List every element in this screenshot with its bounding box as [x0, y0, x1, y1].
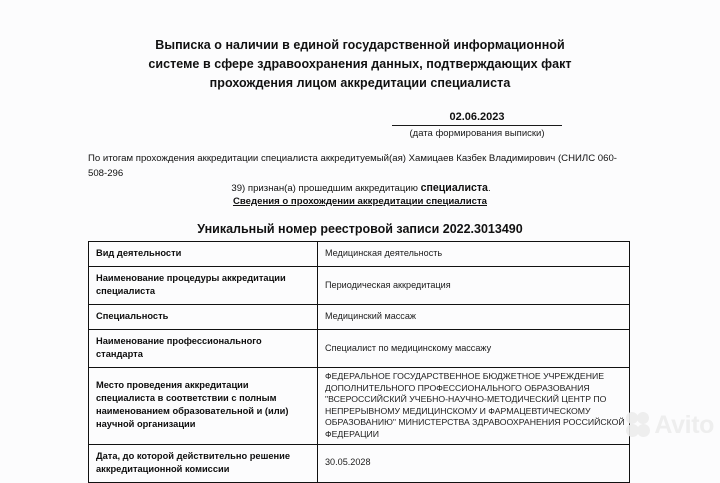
page-title-line-3: прохождения лицом аккредитации специалиста: [209, 76, 511, 90]
formation-date-block: [392, 110, 562, 140]
row-value-organization: [318, 368, 630, 445]
organization-line-6: ФЕДЕРАЦИИ: [325, 428, 379, 439]
row-label-specialty: Специальность: [89, 305, 318, 330]
table-row: [89, 368, 630, 445]
organization-line-2: ДОПОЛНИТЕЛЬНОГО ПРОФЕССИОНАЛЬНОГО ОБРАЗОВАНИЯ: [325, 382, 590, 393]
formation-date-value: 02.06.2023: [392, 110, 562, 126]
table-body: [89, 242, 630, 483]
avito-watermark-text: Avito: [654, 411, 714, 439]
table-row: [89, 305, 630, 330]
row-label-procedure-name: Наименование процедуры аккредитации специалиста: [89, 267, 318, 305]
section-heading: Сведения о прохождении аккредитации специалиста: [232, 196, 487, 207]
row-value-specialty: Медицинский массаж: [318, 305, 630, 330]
table-row: [89, 444, 630, 482]
accreditation-statement-emphasis: специалиста: [420, 182, 488, 194]
organization-line-3: "ВСЕРОССИЙСКИЙ УЧЕБНО-НАУЧНО-МЕТОДИЧЕСКИЙ ЦЕНТР ПО: [325, 394, 607, 405]
row-label-professional-standard: Наименование профессионального стандарта: [89, 330, 318, 368]
row-value-procedure-name: Периодическая аккредитация: [318, 267, 630, 305]
row-label-valid-until: Дата, до которой действительно решение аккредитационной комиссии: [89, 444, 318, 482]
registry-number: Уникальный номер реестровой записи 2022.3013490: [197, 222, 523, 236]
row-label-organization: Место проведения аккредитации специалиста в соответствии с полным наименованием образовательной и (или) научной организации: [89, 368, 318, 445]
table-row: [89, 267, 630, 305]
formation-date-caption: (дата формирования выписки): [409, 128, 545, 139]
accreditation-details-table: [88, 241, 630, 483]
row-value-professional-standard: Специалист по медицинскому массажу: [318, 330, 630, 368]
table-row: [89, 242, 630, 267]
accreditation-statement-line-2: [88, 181, 634, 196]
accreditation-statement: [88, 151, 634, 196]
avito-watermark: [626, 412, 714, 438]
page-title: [110, 36, 610, 93]
page-title-line-1: Выписка о наличии в единой государственной информационной: [155, 38, 565, 52]
row-label-activity-type: Вид деятельности: [89, 242, 318, 267]
avito-logo-icon: [626, 412, 652, 438]
accreditation-statement-line-1: По итогам прохождения аккредитации специалиста аккредитуемый(ая) Хамицаев Казбек Владимирович (СНИЛС 060-508-296: [88, 153, 618, 179]
row-value-activity-type: Медицинская деятельность: [318, 242, 630, 267]
organization-line-4: НЕПРЕРЫВНОМУ МЕДИЦИНСКОМУ И ФАРМАЦЕВТИЧЕСКОМУ: [325, 405, 591, 416]
organization-line-1: ФЕДЕРАЛЬНОЕ ГОСУДАРСТВЕННОЕ БЮДЖЕТНОЕ УЧРЕЖДЕНИЕ: [325, 371, 605, 381]
organization-line-5: ОБРАЗОВАНИЮ" МИНИСТЕРСТВА ЗДРАВООХРАНЕНИЯ РОССИЙСКОЙ: [325, 417, 625, 428]
row-value-valid-until: 30.05.2028: [318, 444, 630, 482]
accreditation-statement-line-2-prefix: 39) признан(а) прошедшим аккредитацию: [231, 183, 421, 194]
accreditation-statement-line-2-suffix: .: [487, 183, 491, 194]
table-row: [89, 330, 630, 368]
page-title-line-2: системе в сфере здравоохранения данных, подтверждающих факт: [148, 57, 572, 71]
